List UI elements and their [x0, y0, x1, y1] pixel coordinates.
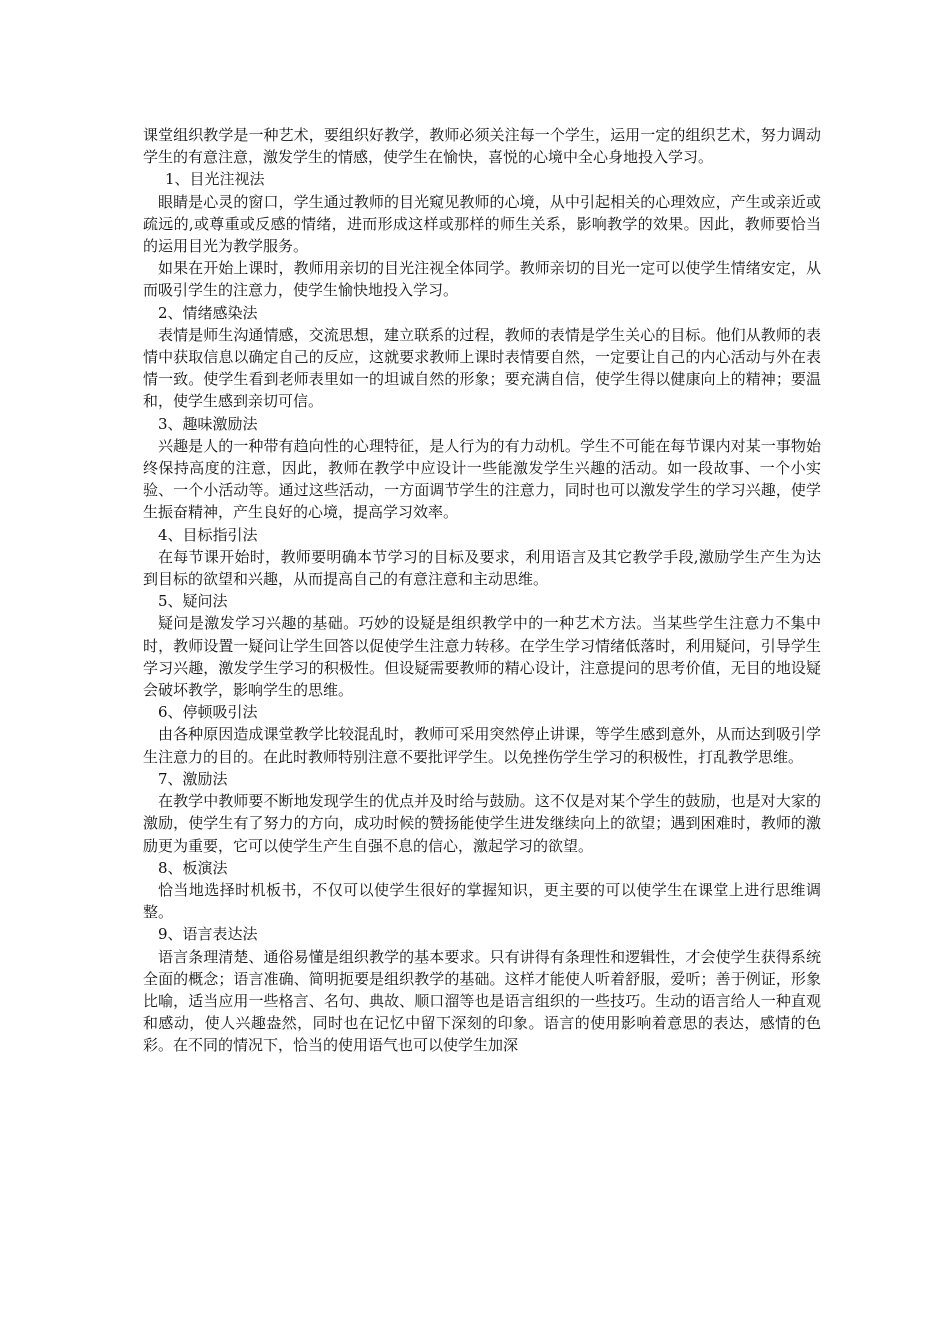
intro-paragraph: 课堂组织教学是一种艺术，要组织好教学，教师必须关注每一个学生，运用一定的组织艺术，努力调动学生的有意注意，激发学生的情感，使学生在愉快，喜悦的心境中全心身地投入学习。: [143, 126, 821, 167]
section-7-paragraph-1: 在教学中教师要不断地发现学生的优点并及时给与鼓励。这不仅是对某个学生的鼓励，也是对大家的激励，使学生有了努力的方向，成功时候的赞扬能使学生进发继续向上的欲望；遇到困难时，教师的激励更为重要，它可以使学生产生自强不息的信心，激起学习的欲望。: [143, 792, 821, 855]
section-2-paragraph-1: 表情是师生沟通情感，交流思想，建立联系的过程，教师的表情是学生关心的目标。他们从教师的表情中获取信息以确定自己的反应，这就要求教师上课时表情要自然，一定要让自己的内心活动与外在表情一致。使学生看到老师表里如一的坦诚自然的形象；要充满自信，使学生得以健康向上的精神；要温和，使学生感到亲切可信。: [143, 325, 821, 411]
section-heading-9: 9、语言表达法: [158, 925, 258, 944]
section-heading-3: 3、趣味激励法: [158, 414, 258, 433]
document-page: [143, 124, 821, 1057]
section-heading-1: 1、目光注视法: [165, 170, 265, 189]
section-9-paragraph-1: 语言条理清楚、通俗易懂是组织教学的基本要求。只有讲得有条理性和逻辑性，才会使学生获得系统全面的概念；语言准确、简明扼要是组织教学的基础。这样才能使人听着舒服，爱听；善于例证，形象比喻，适当应用一些格言、名句、典故、顺口溜等也是语言组织的一些技巧。生动的语言给人一种直观和感动，使人兴趣盎然，同时也在记忆中留下深刻的印象。语言的使用影响着意思的表达，感情的色彩。在不同的情况下，恰当的使用语气也可以使学生加深: [143, 947, 821, 1055]
section-5-paragraph-1: 疑问是激发学习兴趣的基础。巧妙的设疑是组织教学中的一种艺术方法。当某些学生注意力不集中时，教师设置一疑问让学生回答以促使学生注意力转移。在学生学习情绪低落时，利用疑问，引导学生学习兴趣，激发学生学习的积极性。但设疑需要教师的精心设计，注意提问的思考价值，无目的地设疑会破坏教学，影响学生的思维。: [143, 614, 821, 700]
section-4-paragraph-1: 在每节课开始时，教师要明确本节学习的目标及要求，利用语言及其它教学手段,激励学生产生为达到目标的欲望和兴趣，从而提高自己的有意注意和主动思维。: [143, 547, 821, 589]
section-heading-6: 6、停顿吸引法: [158, 703, 258, 722]
section-3-paragraph-1: 兴趣是人的一种带有趋向性的心理特征，是人行为的有力动机。学生不可能在每节课内对某一事物始终保持高度的注意，因此，教师在教学中应设计一些能激发学生兴趣的活动。如一段故事、一个小实验、一个小活动等。通过这些活动，一方面调节学生的注意力，同时也可以激发学生的学习兴趣，使学生振奋精神，产生良好的心境，提高学习效率。: [143, 436, 821, 522]
section-heading-4: 4、目标指引法: [158, 525, 258, 544]
section-1-paragraph-2: 如果在开始上课时，教师用亲切的目光注视全体同学。教师亲切的目光一定可以使学生情绪安定，从而吸引学生的注意力，使学生愉快地投入学习。: [143, 259, 821, 300]
section-8-paragraph-1: 恰当地选择时机板书，不仅可以使学生很好的掌握知识，更主要的可以使学生在课堂上进行思维调整。: [143, 880, 821, 922]
section-heading-2: 2、情绪感染法: [158, 303, 258, 322]
section-1-paragraph-1: 眼睛是心灵的窗口，学生通过教师的目光窥见教师的心境，从中引起相关的心理效应，产生或亲近或疏远的,或尊重或反感的情绪，进而形成这样或那样的师生关系，影响教学的效果。因此，教师要恰当的运用目光为教学服务。: [143, 192, 821, 256]
section-heading-7: 7、激励法: [158, 769, 228, 788]
section-heading-8: 8、板演法: [158, 858, 228, 877]
section-heading-5: 5、疑问法: [158, 592, 228, 611]
section-6-paragraph-1: 由各种原因造成课堂教学比较混乱时，教师可采用突然停止讲课，等学生感到意外，从而达到吸引学生注意力的目的。在此时教师特别注意不要批评学生。以免挫伤学生学习的积极性，打乱教学思维。: [143, 725, 821, 766]
